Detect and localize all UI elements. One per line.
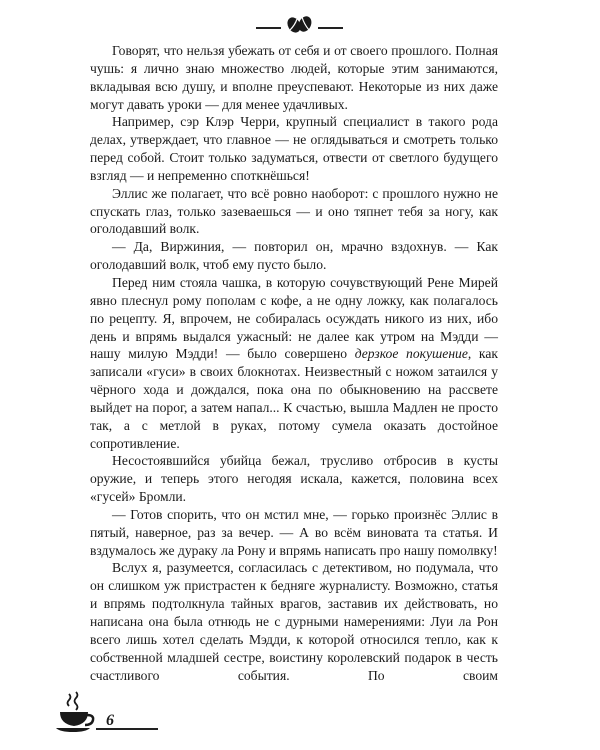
paragraph: Перед ним стояла чашка, в которую сочувствующий Рене Мирей явно плеснул рому пополам с кофе, а не одну ложку, как полагалось по рецепту. Я, впрочем, не собиралась осуждать никого из них, ибо день и впрямь выдался ужасный: не далее как утром на Мэдди — нашу милую Мэдди! — было совершено дерзкое покушение, как записали «гуси» в своих блокнотах. Неизвестный с ножом затаился у чёрного хода и дождался, пока она по обыкновению на рассвете выйдет на порог, а затем напал... К счастью, вышла Мадлен не просто так, а с метлой в руках, потому сумела оказать достойное сопротивление.: [90, 274, 498, 451]
body-text: [90, 42, 498, 684]
page-footer: [0, 690, 600, 750]
paragraph: Несостоявшийся убийца бежал, трусливо отбросив в кусты оружие, и теперь этого негодяя искала, кажется, половина всех «гусей» Бромли.: [90, 453, 498, 505]
coffee-bean-icon: [286, 14, 314, 34]
paragraph: — Да, Виржиния, — повторил он, мрачно вздохнув. — Как оголодавший волк, чтоб ему пусто было.: [90, 239, 498, 273]
page-number: 6: [106, 712, 114, 729]
paragraph: — Готов спорить, что он мстил мне, — горько произнёс Эллис в пятый, наверное, раз за вечер. — А во всём виновата та статья. И вздумалось же дураку ла Рону и впрямь написать про нашу помолвку!: [90, 506, 498, 558]
ornament-rule-left: [256, 27, 281, 29]
header-ornament: [0, 12, 600, 34]
paragraph: Эллис же полагает, что всё ровно наоборот: с прошлого нужно не спускать глаз, только зазеваешься — и оно тяпнет тебя за ногу, как оголодавший волк.: [90, 185, 498, 237]
italic-phrase: дерзкое покушение: [354, 346, 468, 362]
paragraph: Например, сэр Клэр Черри, крупный специалист в такого рода делах, утверждает, что главное — не оглядываться и смотреть только перед собой. Стоит только задуматься, отвести от светлого будущего взгляд — и непременно споткнёшься!: [90, 114, 498, 183]
ornament-rule-right: [318, 27, 343, 29]
paragraph-last: Вслух я, разумеется, согласилась с детективом, но подумала, что он слишком уж пристрастен к бедняге журналисту. Возможно, статья и впрямь подтолкнула тайных врагов, заставив их действовать, но написана она была отнюдь не с дурными намерениями: Луи ла Рон всего лишь хотел сделать Мэдди, к которой относился тепло, как к собственной младшей сестре, воистину королевский подарок в честь счастливого события. По своим: [90, 560, 498, 683]
paragraph: Говорят, что нельзя убежать от себя и от своего прошлого. Полная чушь: я лично знаю множество людей, которые этим занимаются, вкладывая всю душу, и вполне преуспевают. Некоторые из них даже могут давать уроки — для менее удачливых.: [90, 43, 498, 112]
coffee-cup-icon: [54, 690, 98, 734]
